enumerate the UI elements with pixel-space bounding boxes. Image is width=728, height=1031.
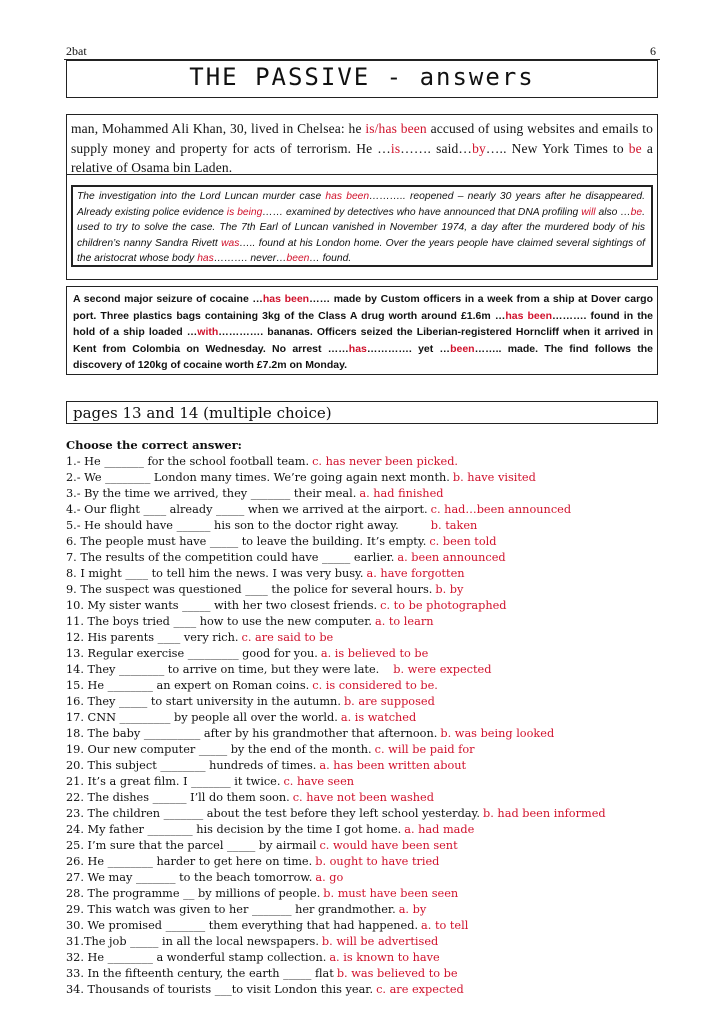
question-text: 8. I might ____ to tell him the news. I was very busy.	[66, 567, 364, 580]
question-text: 30. We promised _______ them everything that had happened.	[66, 919, 419, 932]
question-text: 19. Our new computer _____ by the end of the month.	[66, 743, 372, 756]
passage-text: …………. bananas. Officers seized the Liberian-registered Horncliff when it arrived in Kent from Colombia on Wednesday. No arrest ……	[73, 326, 654, 355]
question-item	[66, 822, 666, 838]
question-answer: a. have forgotten	[366, 567, 465, 580]
question-answer: c. will be paid for	[374, 743, 475, 756]
question-answer: a. is known to have	[329, 951, 440, 964]
question-answer: b. have visited	[452, 471, 536, 484]
question-answer: a. go	[315, 871, 344, 884]
passage-text: ………. found in the hold of a ship loaded …	[73, 309, 653, 338]
question-answer: a. by	[398, 903, 427, 916]
question-item	[66, 454, 666, 470]
question-item	[66, 502, 666, 518]
question-answer: c. are said to be	[241, 631, 334, 644]
question-answer: b. ought to have tried	[315, 855, 440, 868]
question-answer: a. has been written about	[319, 759, 467, 772]
question-text: 24. My father ________ his decision by the time I got home.	[66, 823, 402, 836]
answer-word: has been	[325, 191, 370, 202]
question-text: 13. Regular exercise _________ good for you.	[66, 647, 318, 660]
question-item	[66, 918, 666, 934]
passage-text: ….. New York Times to	[485, 140, 629, 156]
question-answer: a. is believed to be	[320, 647, 429, 660]
question-item	[66, 838, 666, 854]
question-text: 6. The people must have _____ to leave the building. It’s empty.	[66, 535, 427, 548]
question-text: 29. This watch was given to her _______ her grandmother.	[66, 903, 396, 916]
answer-word: has	[348, 342, 367, 355]
answer-word: was	[221, 237, 240, 249]
question-text: 15. He ________ an expert on Roman coins.	[66, 679, 310, 692]
question-text: 22. The dishes ______ I’ll do them soon.	[66, 791, 290, 804]
question-answer: a. to learn	[374, 615, 434, 628]
question-item	[66, 950, 666, 966]
question-item	[66, 582, 666, 598]
question-answer: c. have seen	[283, 775, 355, 788]
answer-word: been	[450, 342, 475, 355]
question-item	[66, 630, 666, 646]
question-item	[66, 566, 666, 582]
passage-text: ……….. reopened – nearly 30 years after he disappeared. Already existing police evidence	[77, 191, 646, 218]
question-answer: c. are expected	[376, 983, 464, 996]
question-answer: c. have not been washed	[292, 791, 434, 804]
answer-word: be	[628, 140, 642, 156]
question-text: 31.The job _____ in all the local newspapers.	[66, 935, 319, 948]
question-item	[66, 470, 666, 486]
question-answer: b. were expected	[393, 663, 492, 676]
question-item	[66, 982, 666, 998]
question-item	[66, 886, 666, 902]
question-answer: b. are supposed	[343, 695, 435, 708]
question-text: 3.- By the time we arrived, they _______ their meal.	[66, 487, 357, 500]
question-text: 26. He ________ harder to get here on time.	[66, 855, 313, 868]
answer-word: has been	[505, 309, 553, 322]
question-item	[66, 902, 666, 918]
passage-cocaine	[66, 286, 658, 375]
question-item	[66, 710, 666, 726]
question-answer: b. will be advertised	[321, 935, 439, 948]
question-item	[66, 726, 666, 742]
question-text: 9. The suspect was questioned ____ the police for several hours.	[66, 583, 433, 596]
question-answer: b. must have been seen	[323, 887, 459, 900]
question-text: 4.- Our flight ____ already _____ when we arrived at the airport.	[66, 503, 428, 516]
question-answer: a. had made	[404, 823, 475, 836]
question-text: 16. They _____ to start university in the autumn.	[66, 695, 341, 708]
question-answer: b. was believed to be	[336, 967, 458, 980]
question-text: 11. The boys tried ____ how to use the new computer.	[66, 615, 372, 628]
question-item	[66, 646, 666, 662]
question-item	[66, 518, 666, 534]
passage-text: accused of using websites and emails to supply money and property for acts of terrorism. He …	[71, 121, 653, 156]
question-answer: c. been told	[429, 535, 497, 548]
question-text: 20. This subject ________ hundreds of times.	[66, 759, 317, 772]
passage-text: …… examined by detectives who have announced that DNA profiling	[262, 206, 582, 218]
question-item	[66, 694, 666, 710]
answer-word: is being	[226, 206, 263, 218]
answer-word: been	[286, 253, 310, 265]
page-title: THE PASSIVE - answers	[189, 63, 535, 91]
passage-terrorism	[66, 114, 658, 174]
passage-text: A second major seizure of cocaine …	[73, 293, 263, 305]
answer-word: by	[472, 140, 486, 156]
question-answer: b. was being looked	[440, 727, 555, 740]
passage-text: ……. said…	[400, 140, 473, 156]
question-item	[66, 598, 666, 614]
answer-word: has	[197, 253, 214, 265]
question-text: 1.- He _______ for the school football team.	[66, 455, 310, 468]
question-item	[66, 550, 666, 566]
passage-text: …….. made. The find follows the discovery of 120kg of cocaine worth £7.2m on Monday.	[73, 342, 653, 371]
question-text: 2.- We ________ London many times. We’re going again next month.	[66, 471, 450, 484]
passage-text: … found.	[309, 253, 352, 265]
instruction-text: Choose the correct answer:	[66, 438, 242, 452]
question-item	[66, 854, 666, 870]
question-answer: a. is watched	[340, 711, 417, 724]
question-answer: b. by	[435, 583, 464, 596]
answer-word: with	[197, 326, 219, 338]
answer-word: will	[581, 206, 596, 218]
passage-text: …………. yet …	[366, 342, 451, 355]
passage-text: man, Mohammed Ali Khan, 30, lived in Chelsea: he	[71, 121, 366, 136]
question-item	[66, 614, 666, 630]
answer-word: is	[390, 140, 401, 156]
page-number: 6	[650, 44, 656, 58]
question-answer: c. had…been announced	[430, 503, 572, 516]
passage-luncan-frame	[66, 174, 658, 280]
question-answer: c. to be photographed	[380, 599, 507, 612]
passage-text: …… made by Custom officers in a week from a ship at Dover cargo port. Three plastics bags containing 3kg of the Class A drug worth around £1.6m …	[73, 293, 653, 322]
question-item	[66, 486, 666, 502]
question-item	[66, 742, 666, 758]
question-item	[66, 678, 666, 694]
passage-text: . used to try to solve the case. The 7th Earl of Luncan vanished in November 1974, a day after the murdered body of his children’s nanny Sandra Rivett	[77, 206, 645, 249]
passage-luncan	[71, 185, 653, 267]
question-text: 25. I’m sure that the parcel _____ by airmail	[66, 839, 317, 852]
question-answer: c. would have been sent	[319, 839, 458, 852]
question-item	[66, 790, 666, 806]
question-item	[66, 662, 666, 678]
question-answer: a. been announced	[397, 551, 506, 564]
question-item	[66, 758, 666, 774]
question-text: 33. In the fifteenth century, the earth _____ flat	[66, 967, 334, 980]
passage-text: ………. never…	[213, 253, 287, 265]
question-item	[66, 934, 666, 950]
question-item	[66, 774, 666, 790]
question-text: 12. His parents ____ very rich.	[66, 631, 239, 644]
question-text: 7. The results of the competition could have _____ earlier.	[66, 551, 395, 564]
question-list	[66, 454, 666, 998]
question-text: 10. My sister wants _____ with her two closest friends.	[66, 599, 378, 612]
header-left-label: 2bat	[66, 44, 87, 58]
question-answer: a. to tell	[421, 919, 469, 932]
passage-text: also …	[595, 206, 631, 218]
question-item	[66, 534, 666, 550]
question-item	[66, 966, 666, 982]
question-text: 32. He ________ a wonderful stamp collection.	[66, 951, 327, 964]
question-text: 17. CNN _________ by people all over the world.	[66, 711, 338, 724]
question-answer: b. had been informed	[483, 807, 606, 820]
question-text: 34. Thousands of tourists ___to visit London this year.	[66, 983, 374, 996]
title-box	[66, 60, 658, 98]
passage-text: a relative of Osama bin Laden.	[71, 140, 653, 175]
question-item	[66, 806, 666, 822]
question-text: 27. We may _______ to the beach tomorrow.	[66, 871, 313, 884]
answer-word: has been	[262, 293, 310, 305]
question-answer: c. is considered to be.	[312, 679, 438, 692]
question-text: 18. The baby __________ after by his grandmother that afternoon.	[66, 727, 438, 740]
answer-word: is/has been	[365, 121, 427, 136]
question-answer: c. has never been picked.	[312, 455, 459, 468]
question-item	[66, 870, 666, 886]
passage-text: ….. found at his London home. Over the years people have claimed several sightings of the aristocrat whose body	[77, 237, 645, 265]
passage-text: The investigation into the Lord Luncan murder case	[77, 191, 326, 202]
question-text: 21. It’s a great film. I _______ it twice.	[66, 775, 281, 788]
question-text: 5.- He should have ______ his son to the doctor right away.	[66, 519, 399, 532]
question-text: 14. They ________ to arrive on time, but they were late.	[66, 663, 380, 676]
question-text: 28. The programme __ by millions of people.	[66, 887, 321, 900]
section-heading: pages 13 and 14 (multiple choice)	[66, 401, 658, 424]
question-text: 23. The children _______ about the test before they left school yesterday.	[66, 807, 481, 820]
question-answer: b. taken	[430, 519, 478, 532]
answer-word: be	[630, 206, 643, 218]
question-answer: a. had finished	[359, 487, 444, 500]
